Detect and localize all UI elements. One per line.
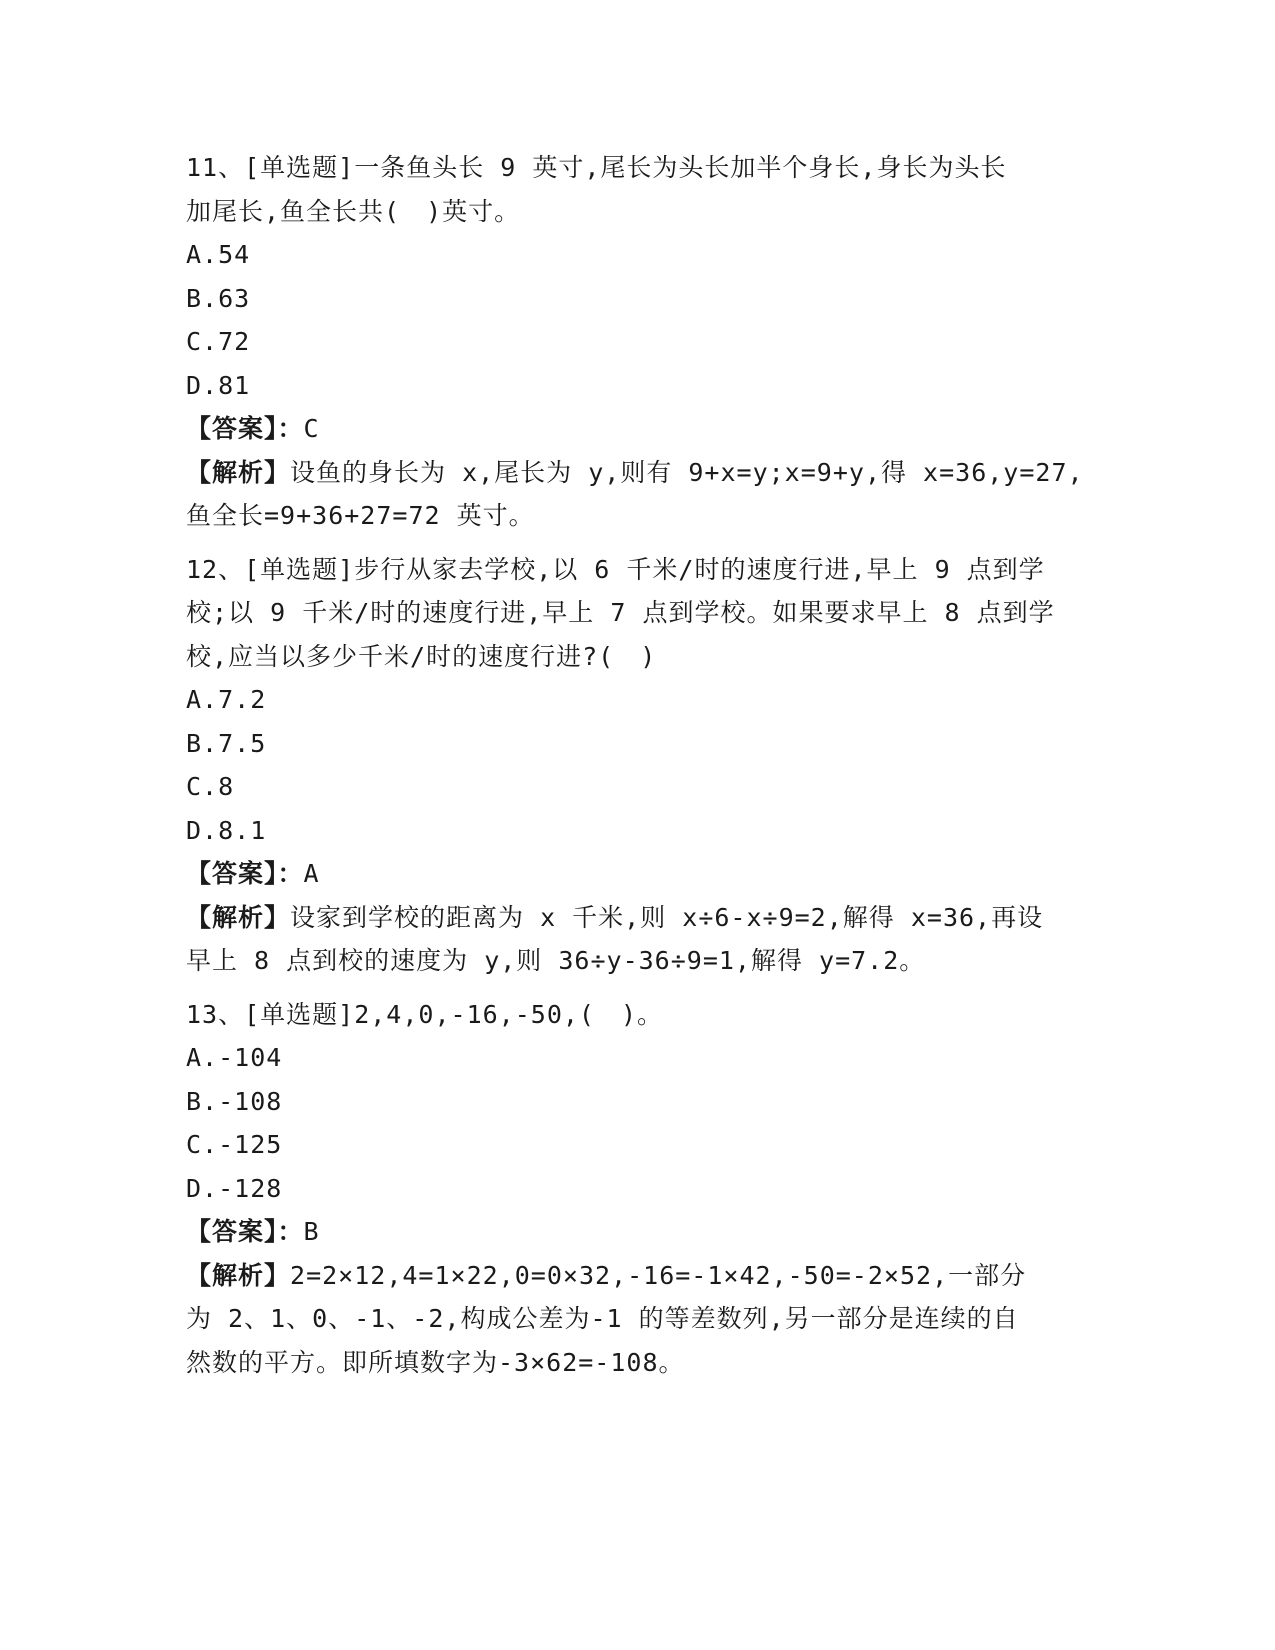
question-stem-line: 加尾长,鱼全长共( )英寸。 [186, 196, 521, 226]
analysis-line: 然数的平方。即所填数字为-3×62=-108。 [186, 1347, 685, 1377]
question-11 [186, 146, 1086, 538]
option-d: D.-128 [186, 1173, 283, 1203]
answer-value: C [303, 414, 320, 443]
answer-label: 【答案】： [186, 859, 304, 888]
answer-line [186, 852, 1086, 896]
question-stem-line: 校,应当以多少千米/时的速度行进?( ) [186, 641, 657, 671]
question-stem-line: 11、[单选题]一条鱼头长 9 英寸,尾长为头长加半个身长,身长为头长 [186, 153, 1007, 182]
option-a: A.54 [186, 240, 251, 269]
option-c: C.72 [186, 327, 251, 356]
analysis-line [186, 451, 1086, 495]
option-c: C.8 [186, 772, 235, 801]
analysis-line: 为 2、1、0、-1、-2,构成公差为-1 的等差数列,另一部分是连续的自 [186, 1304, 1019, 1333]
option-d: D.8.1 [186, 815, 267, 845]
option-b: B.7.5 [186, 728, 267, 758]
question-13 [186, 993, 1086, 1385]
answer-line [186, 1210, 1086, 1254]
question-stem-line: 12、[单选题]步行从家去学校,以 6 千米/时的速度行进,早上 9 点到学 [186, 554, 1045, 584]
answer-label: 【答案】： [186, 414, 304, 443]
analysis-text: 设家到学校的距离为 x 千米,则 x÷6-x÷9=2,解得 x=36,再设 [290, 902, 1044, 932]
option-a: A.7.2 [186, 685, 267, 714]
question-12 [186, 548, 1086, 983]
document-page [186, 146, 1086, 1394]
analysis-line [186, 1254, 1086, 1298]
option-a: A.-104 [186, 1043, 283, 1072]
answer-value: A [303, 859, 320, 888]
answer-value: B [303, 1217, 320, 1246]
question-stem-line: 13、[单选题]2,4,0,-16,-50,( )。 [186, 999, 664, 1029]
analysis-label: 【解析】 [186, 1260, 291, 1290]
option-b: B.-108 [186, 1086, 283, 1116]
question-stem-line: 校;以 9 千米/时的速度行进,早上 7 点到学校。如果要求早上 8 点到学 [186, 598, 1055, 627]
answer-line [186, 407, 1086, 451]
analysis-text: 2=2×12,4=1×22,0=0×32,-16=-1×42,-50=-2×52,一部分 [290, 1260, 1027, 1290]
analysis-label: 【解析】 [186, 902, 291, 932]
analysis-line [186, 896, 1086, 940]
analysis-line: 鱼全长=9+36+27=72 英寸。 [186, 501, 535, 530]
answer-label: 【答案】： [186, 1217, 304, 1246]
option-d: D.81 [186, 370, 251, 400]
option-b: B.63 [186, 283, 251, 313]
analysis-label: 【解析】 [186, 457, 291, 487]
analysis-text: 设鱼的身长为 x,尾长为 y,则有 9+x=y;x=9+y,得 x=36,y=27, [290, 457, 1084, 487]
option-c: C.-125 [186, 1130, 283, 1159]
analysis-line: 早上 8 点到校的速度为 y,则 36÷y-36÷9=1,解得 y=7.2。 [186, 946, 926, 975]
